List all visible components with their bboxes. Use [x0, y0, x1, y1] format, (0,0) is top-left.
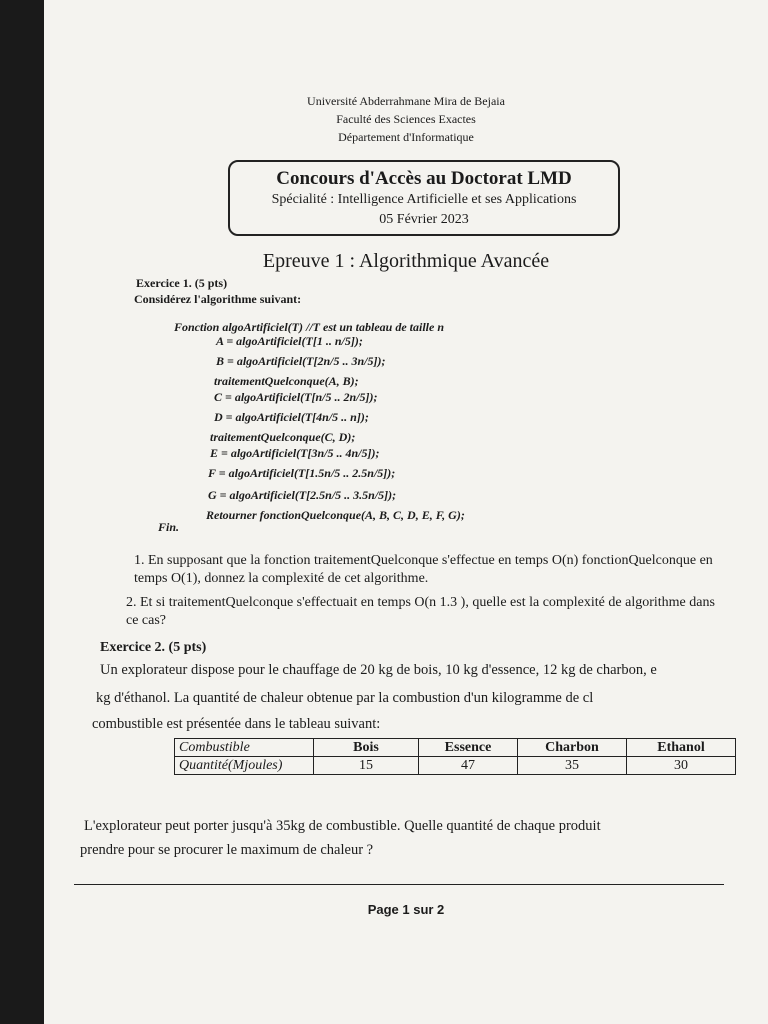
table-cell: 35: [518, 757, 627, 775]
table-header-cell: Charbon: [518, 739, 627, 757]
exercise2-line-1: Un explorateur dispose pour le chauffage de 20 kg de bois, 10 kg d'essence, 12 kg de charbon, e: [100, 662, 657, 678]
exercise1-question-1: 1. En supposant que la fonction traitementQuelconque s'effectue en temps O(n) fonctionQuelconque en temps O(1), donnez la complexité de cet algorithme.: [134, 553, 713, 586]
exercise2-line-3: combustible est présentée dans le tableau suivant:: [92, 716, 381, 732]
algo-line-12: Fin.: [158, 520, 180, 534]
table-header-cell: Bois: [314, 739, 419, 757]
exercise1-question-2: 2. Et si traitementQuelconque s'effectuait en temps O(n 1.3 ), quelle est la complexité de algorithme dans ce cas?: [126, 595, 715, 628]
algo-line-11: Retourner fonctionQuelconque(A, B, C, D, E, F, G);: [206, 508, 465, 522]
table-row: [175, 757, 736, 775]
exercise1-intro: Considérez l'algorithme suivant:: [134, 292, 302, 306]
algo-line-6: D = algoArtificiel(T[4n/5 .. n]);: [214, 410, 369, 424]
university-name: Université Abderrahmane Mira de Bejaia: [307, 94, 505, 108]
page-number: Page 1 sur 2: [367, 902, 445, 917]
algo-line-4: traitementQuelconque(A, B);: [214, 374, 359, 388]
concours-specialite: Spécialité : Intelligence Artificielle et ses Applications: [271, 192, 577, 207]
algo-line-3: B = algoArtificiel(T[2n/5 .. 3n/5]);: [216, 354, 386, 368]
table-cell: 30: [627, 757, 736, 775]
algo-line-8: E = algoArtificiel(T[3n/5 .. 4n/5]);: [210, 446, 380, 460]
table-header-cell: Combustible: [175, 739, 314, 757]
exercise2-line-2: kg d'éthanol. La quantité de chaleur obtenue par la combustion d'un kilogramme de cl: [96, 690, 594, 706]
exercise1-title: Exercice 1. (5 pts): [136, 276, 228, 290]
exercise2-question-line-1: L'explorateur peut porter jusqu'à 35kg de combustible. Quelle quantité de chaque produit: [84, 818, 601, 834]
epreuve-title: Epreuve 1 : Algorithmique Avancée: [262, 250, 550, 272]
concours-title: Concours d'Accès au Doctorat LMD: [276, 168, 572, 189]
faculty-name: Faculté des Sciences Exactes: [336, 112, 476, 126]
algo-line-7: traitementQuelconque(C, D);: [210, 430, 356, 444]
table-row: [175, 739, 736, 757]
footer-divider: [74, 884, 724, 885]
algo-line-5: C = algoArtificiel(T[n/5 .. 2n/5]);: [214, 390, 378, 404]
table-header-cell: Essence: [419, 739, 518, 757]
algo-line-2: A = algoArtificiel(T[1 .. n/5]);: [216, 334, 363, 348]
combustible-table: [174, 738, 736, 775]
department-name: Département d'Informatique: [338, 130, 474, 144]
algo-line-10: G = algoArtificiel(T[2.5n/5 .. 3.5n/5]);: [208, 488, 397, 502]
table-cell: 47: [419, 757, 518, 775]
concours-date: 05 Février 2023: [379, 212, 469, 227]
exam-page: [44, 0, 768, 1024]
algo-line-1: Fonction algoArtificiel(T) //T est un tableau de taille n: [174, 320, 444, 334]
algo-line-9: F = algoArtificiel(T[1.5n/5 .. 2.5n/5]);: [208, 466, 396, 480]
exercise2-question-line-2: prendre pour se procurer le maximum de chaleur ?: [80, 842, 374, 858]
exercise2-title: Exercice 2. (5 pts): [100, 640, 207, 655]
table-header-cell: Ethanol: [627, 739, 736, 757]
table-cell: Quantité(Mjoules): [175, 757, 314, 775]
table-cell: 15: [314, 757, 419, 775]
